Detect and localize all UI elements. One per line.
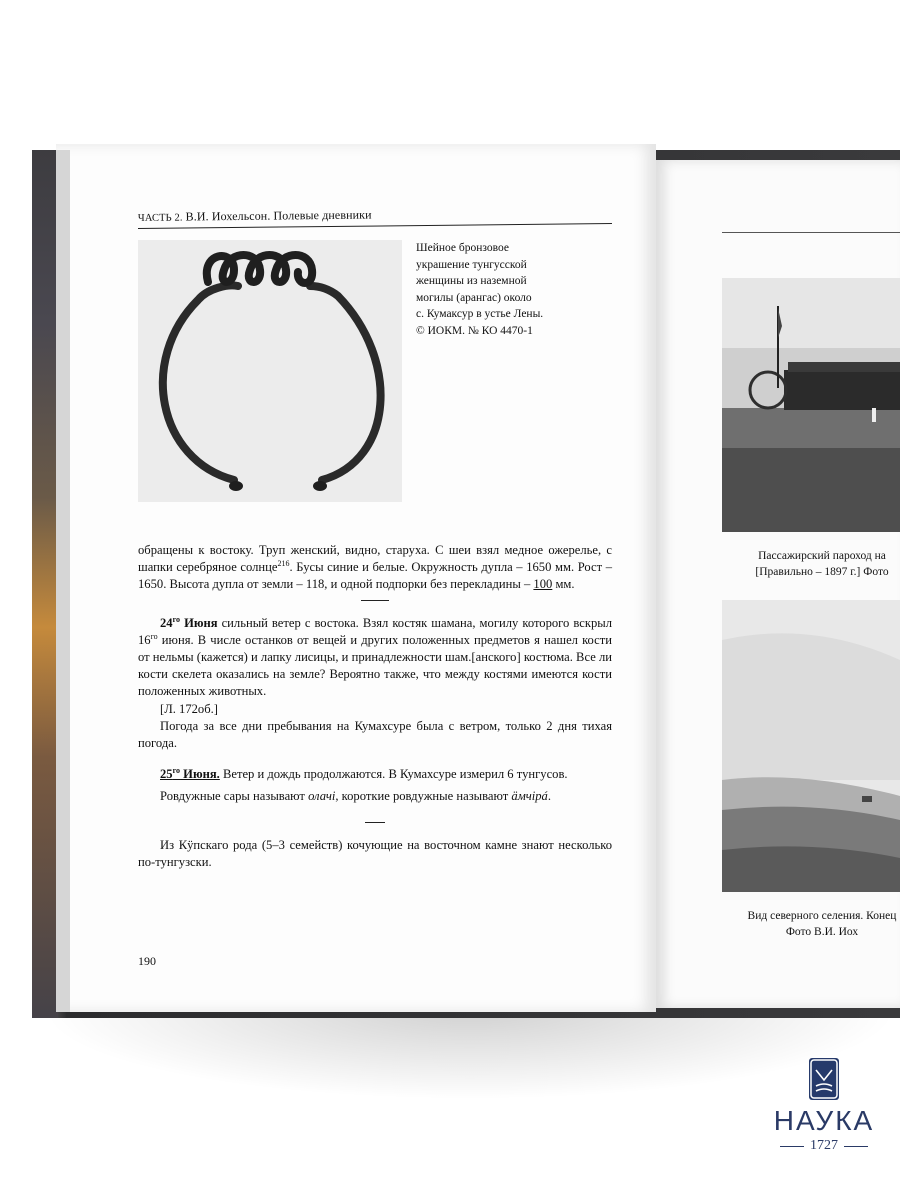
caption-line: Шейное бронзовое — [416, 242, 509, 254]
publisher-year: 1727 — [772, 1138, 876, 1154]
figure-caption — [416, 240, 576, 339]
page-number: 190 — [138, 954, 156, 968]
publisher-logo[interactable] — [772, 1058, 876, 1168]
page-edge — [56, 150, 70, 1012]
right-page-header-rule — [722, 232, 900, 233]
section-divider — [365, 822, 385, 823]
settlement-caption-line-1: Вид северного селения. Конец — [747, 910, 897, 922]
steamship-caption-line-1: Пассажирский пароход на — [758, 550, 886, 562]
northern-settlement-photo — [722, 600, 900, 892]
paragraph-5: $25^{го}$ Июня. Ветер и дождь продолжаются. В Кумахсуре измерил 6 тунгусов. — [160, 766, 568, 782]
caption-line: украшение тунгусской — [416, 258, 527, 271]
settlement-caption-line-2: Фото В.И. Иох — [785, 926, 859, 938]
header-title: В.И. Иохельсон. Полевые дневники — [185, 207, 372, 224]
nauka-book-logo-icon — [809, 1058, 839, 1100]
paragraph-2: $24^{го}$ Июня сильный ветер с востока. Взял костяк шамана, могилу которого вскрыл $16^{го}$ июня. В числе останков от вещей и других положенных предметов я нашел кости от нельмы (кажется) и лапку лисицы, и принадлежности шам.[анского] костюма. Все ли кости скелета оказались на земле? Вероятно также, что между костями имеются кости положенных животных. — [138, 614, 612, 699]
section-divider — [361, 600, 389, 601]
paragraph-6: Ровдужные сары называют олачі, короткие ровдужные называют ӓмчірá. — [160, 789, 551, 804]
right-page — [656, 160, 900, 1008]
settlement-caption — [722, 908, 900, 940]
paragraph-1: обращены к востоку. Труп женский, видно, старуха. С шеи взял медное ожерелье, с шапки серебряное солнце$^{216}$. Бусы синие и белые. Окружность дупла – 1650 мм. Рост – 1650. Высота дупла от земли – 118, и одной подпорки без перекладины – 100 мм. — [138, 543, 612, 592]
bronze-necklace-photo — [138, 240, 402, 502]
paragraph-7: Из Кӱпскаго рода (5–3 семейств) кочующие на восточном камне знают несколько по-тунгузски. — [138, 837, 612, 869]
book-shadow — [40, 1010, 900, 1100]
book-spine — [32, 150, 58, 1018]
paragraph-4: Погода за все дни пребывания на Кумахсуре была с ветром, только 2 дня тихая погода. — [138, 718, 612, 751]
steamship-photo — [722, 278, 900, 532]
paragraph-3: [Л. 172об.] — [160, 701, 218, 716]
header-part: ЧАСТЬ 2. — [137, 212, 183, 225]
caption-line: © ИОКМ. № КО 4470-1 — [416, 324, 533, 337]
footnote-ref[interactable]: 216 — [277, 559, 290, 569]
left-page — [56, 144, 656, 1012]
publisher-name: НАУКА — [773, 1105, 875, 1136]
caption-line: женщины из наземной — [416, 275, 527, 287]
running-header — [138, 205, 612, 229]
caption-line: могилы (арангас) около — [416, 291, 532, 304]
steamship-caption-line-2: [Правильно – 1897 г.] Фото — [755, 566, 889, 578]
body-text — [138, 542, 612, 871]
steamship-caption — [722, 548, 900, 580]
caption-line: с. Кумаксур в устье Лены. — [416, 308, 544, 320]
